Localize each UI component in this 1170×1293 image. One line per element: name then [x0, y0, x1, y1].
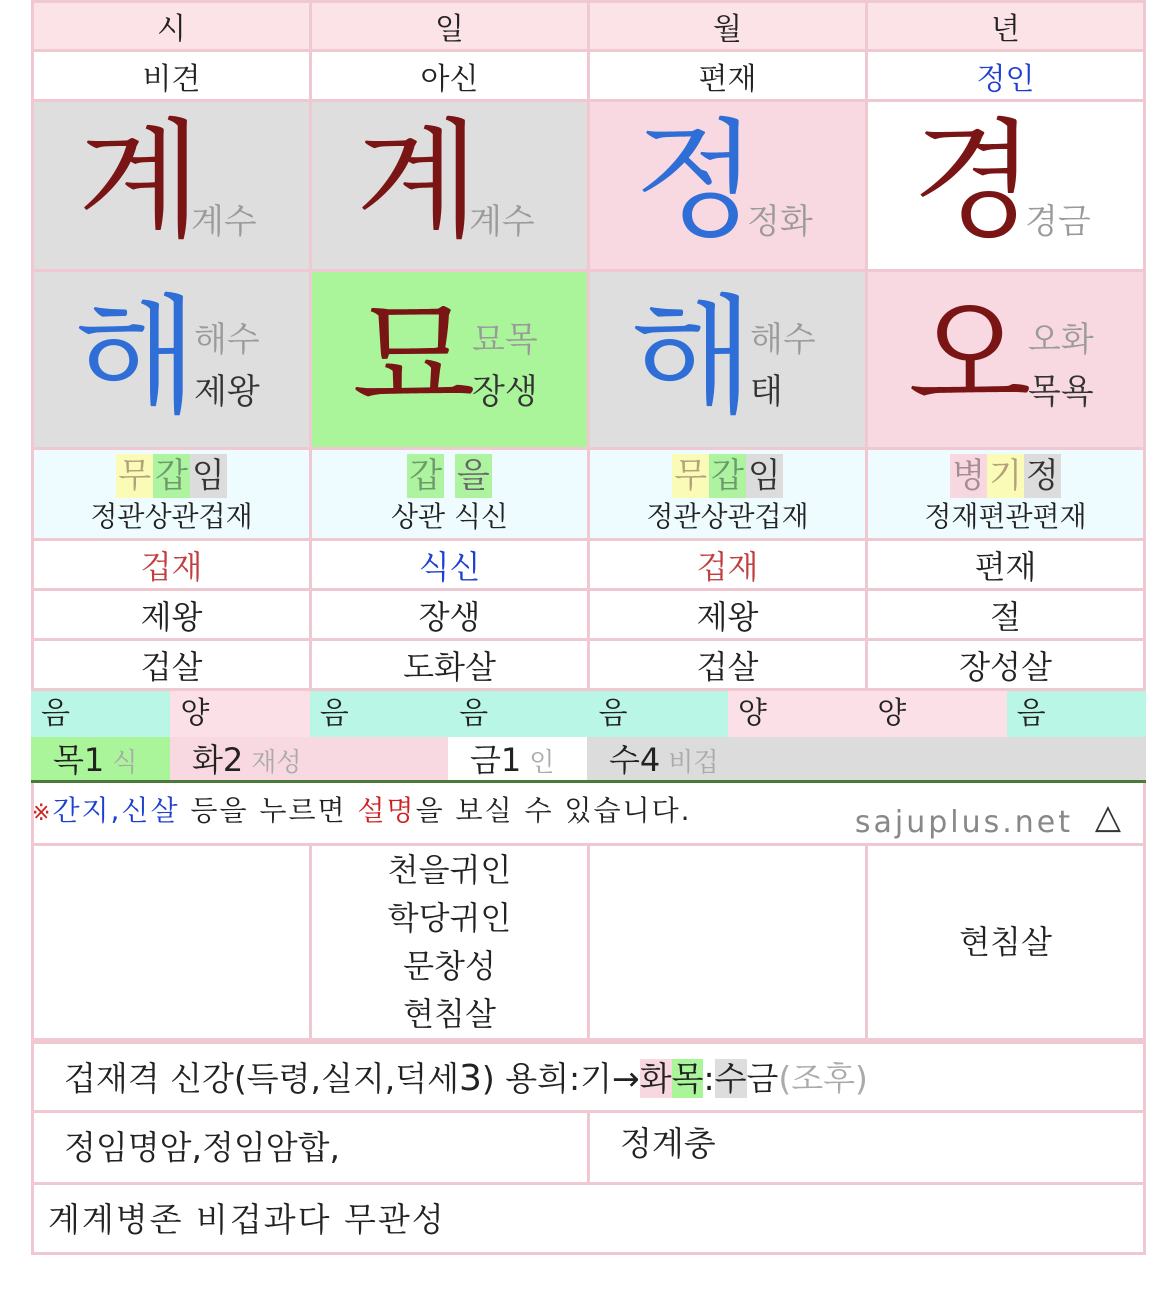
summary-bar: [31, 1041, 1146, 1113]
header-month: 월: [589, 2, 867, 51]
element-label: 화2: [192, 741, 244, 779]
element-label: 수4: [609, 741, 661, 779]
element-metal[interactable]: [448, 737, 587, 780]
header-hour: 시: [33, 2, 311, 51]
site-name[interactable]: sajuplus.net: [854, 805, 1073, 840]
yinyang-cell: 음: [310, 691, 449, 737]
branch-year[interactable]: [867, 271, 1145, 449]
header-day: 일: [311, 2, 589, 51]
hidden-gods: 상관 식신: [390, 500, 509, 533]
hidden-char: 을: [456, 456, 490, 496]
sinsal-month: [589, 845, 867, 1040]
hidden-char: 임: [191, 456, 225, 496]
branch-month-char: 해: [630, 283, 754, 432]
note-mark: ※: [32, 801, 53, 826]
branch-day-stage: 장생: [472, 372, 538, 412]
branch-year-char: 오: [908, 283, 1032, 432]
hidden-gods: 정관상관겁재: [646, 500, 809, 533]
footer-bar: 계계병존 비겁과다 무관성: [31, 1185, 1146, 1255]
branch-god-month[interactable]: 겁재: [589, 540, 867, 590]
stem-year[interactable]: [867, 101, 1145, 271]
earthly-branch-row: [33, 271, 1145, 449]
stage-hour[interactable]: 제왕: [33, 590, 311, 640]
triangle-icon[interactable]: △: [1094, 797, 1121, 837]
branch-year-stage: 목욕: [1028, 372, 1094, 412]
sinsal-hour: [33, 845, 311, 1040]
sal-hour[interactable]: 겁살: [33, 640, 311, 690]
stem-god-row: [33, 51, 1145, 101]
branch-hour-stage: 제왕: [194, 372, 260, 412]
saju-chart: [31, 0, 1146, 1255]
pillar-header-row: [33, 2, 1145, 51]
stage-day[interactable]: 장생: [311, 590, 589, 640]
branch-hour-element: 해수: [194, 320, 260, 360]
yinyang-cell: 음: [589, 691, 728, 737]
note-text: 을 보실 수 있습니다.: [415, 794, 692, 827]
summary-fire: 화: [639, 1059, 672, 1098]
twelve-stage-row: [33, 590, 1145, 640]
heavenly-stem-row: [33, 101, 1145, 271]
stem-god-month[interactable]: 편재: [589, 51, 867, 101]
summary-metal: 금: [746, 1059, 779, 1098]
branch-year-element: 오화: [1028, 320, 1094, 360]
summary-colon: :: [703, 1059, 715, 1098]
element-god: 식: [112, 748, 138, 778]
relations-right[interactable]: 정계충: [620, 1124, 716, 1163]
note-text: 등을 누르면: [179, 794, 358, 827]
branch-hour[interactable]: [33, 271, 311, 449]
stem-hour[interactable]: [33, 101, 311, 271]
yinyang-cell: 양: [170, 691, 309, 737]
branch-god-year[interactable]: 편재: [867, 540, 1145, 590]
hidden-gods: 정재편관편재: [924, 500, 1087, 533]
stem-month[interactable]: [589, 101, 867, 271]
sinsal-item[interactable]: 현침살: [403, 995, 496, 1033]
note-highlight: 설명: [357, 794, 416, 827]
note-link: 간지,신살: [52, 794, 180, 827]
element-god: 재성: [251, 748, 302, 778]
stem-hour-element: 계수: [191, 202, 257, 242]
summary-number: 3: [459, 1058, 482, 1099]
element-count-bar: [31, 737, 1146, 783]
help-note-text: [32, 789, 692, 829]
stem-god-day[interactable]: 아신: [311, 51, 589, 101]
sinsal-item[interactable]: 천을귀인: [387, 851, 512, 889]
hidden-month[interactable]: [589, 449, 867, 540]
hidden-char: 갑: [711, 456, 744, 496]
hidden-char: 임: [747, 456, 781, 496]
element-god: 비겁: [668, 748, 719, 778]
sinsal-item[interactable]: 문창성: [403, 947, 496, 985]
element-wood[interactable]: [31, 737, 170, 780]
hidden-char: 정: [1025, 456, 1059, 496]
branch-god-row: [33, 540, 1145, 590]
sinsal-table: [31, 843, 1146, 1041]
hidden-gods: 정관상관겁재: [90, 500, 253, 533]
yinyang-bar: [31, 691, 1146, 737]
branch-month-stage: 태: [750, 372, 783, 412]
stem-day[interactable]: [311, 101, 589, 271]
yinyang-cell: 양: [867, 691, 1006, 737]
branch-day-char: 묘: [352, 283, 476, 432]
yinyang-cell: 음: [1007, 691, 1146, 737]
branch-month-element: 해수: [750, 320, 816, 360]
element-label: 목1: [53, 741, 105, 779]
twelve-sal-row: [33, 640, 1145, 690]
element-god: 인: [529, 748, 555, 778]
hidden-char: 병: [952, 456, 986, 496]
sinsal-day: [311, 845, 589, 1040]
pillar-table: [31, 0, 1146, 691]
stem-hour-char: 계: [78, 107, 202, 256]
stem-day-char: 계: [356, 107, 480, 256]
branch-god-day[interactable]: 식신: [311, 540, 589, 590]
stem-month-element: 정화: [747, 202, 813, 242]
summary-johu: (조후): [778, 1059, 868, 1098]
stem-year-element: 경금: [1025, 202, 1091, 242]
hidden-year[interactable]: [867, 449, 1145, 540]
stage-month[interactable]: 제왕: [589, 590, 867, 640]
header-year: 년: [867, 2, 1145, 51]
stage-year[interactable]: 절: [867, 590, 1145, 640]
branch-day[interactable]: [311, 271, 589, 449]
sinsal-item[interactable]: 현침살: [959, 923, 1052, 961]
summary-text: 겁재격 신강(득령,실지,덕세: [64, 1059, 460, 1098]
stem-day-element: 계수: [469, 202, 535, 242]
branch-day-element: 묘목: [472, 320, 538, 360]
element-water[interactable]: [587, 737, 1146, 780]
sal-month[interactable]: 겁살: [589, 640, 867, 690]
relations-bar: [31, 1113, 1146, 1185]
help-note: [31, 783, 1146, 843]
stem-year-char: 경: [912, 107, 1036, 256]
branch-god-hour[interactable]: 겁재: [33, 540, 311, 590]
hidden-hour[interactable]: [33, 449, 311, 540]
stem-god-year[interactable]: 정인: [867, 51, 1145, 101]
stem-god-hour[interactable]: 비견: [33, 51, 311, 101]
branch-hour-char: 해: [74, 283, 198, 432]
stem-month-char: 정: [634, 107, 758, 256]
hidden-char: 갑: [155, 456, 188, 496]
summary-water: 수: [714, 1059, 747, 1098]
hidden-day[interactable]: [311, 449, 589, 540]
yinyang-cell: 음: [449, 691, 588, 737]
element-label: 금1: [470, 741, 522, 779]
element-fire[interactable]: [170, 737, 448, 780]
yinyang-cell: 양: [728, 691, 867, 737]
hidden-char: 갑: [409, 456, 443, 496]
hidden-char: 무: [674, 456, 708, 496]
hidden-char: 무: [118, 456, 152, 496]
branch-month[interactable]: [589, 271, 867, 449]
hidden-stems-row: [33, 449, 1145, 540]
relations-left[interactable]: 정임명암,정임암합,: [34, 1113, 590, 1182]
sinsal-item[interactable]: 학당귀인: [387, 899, 512, 937]
sal-year[interactable]: 장성살: [867, 640, 1145, 690]
sinsal-year: [867, 845, 1145, 1040]
yinyang-cell: 음: [31, 691, 170, 737]
sal-day[interactable]: 도화살: [311, 640, 589, 690]
summary-wood: 목: [671, 1059, 704, 1098]
hidden-char: 기: [989, 456, 1022, 496]
summary-text: ) 용희:기→: [481, 1059, 640, 1098]
